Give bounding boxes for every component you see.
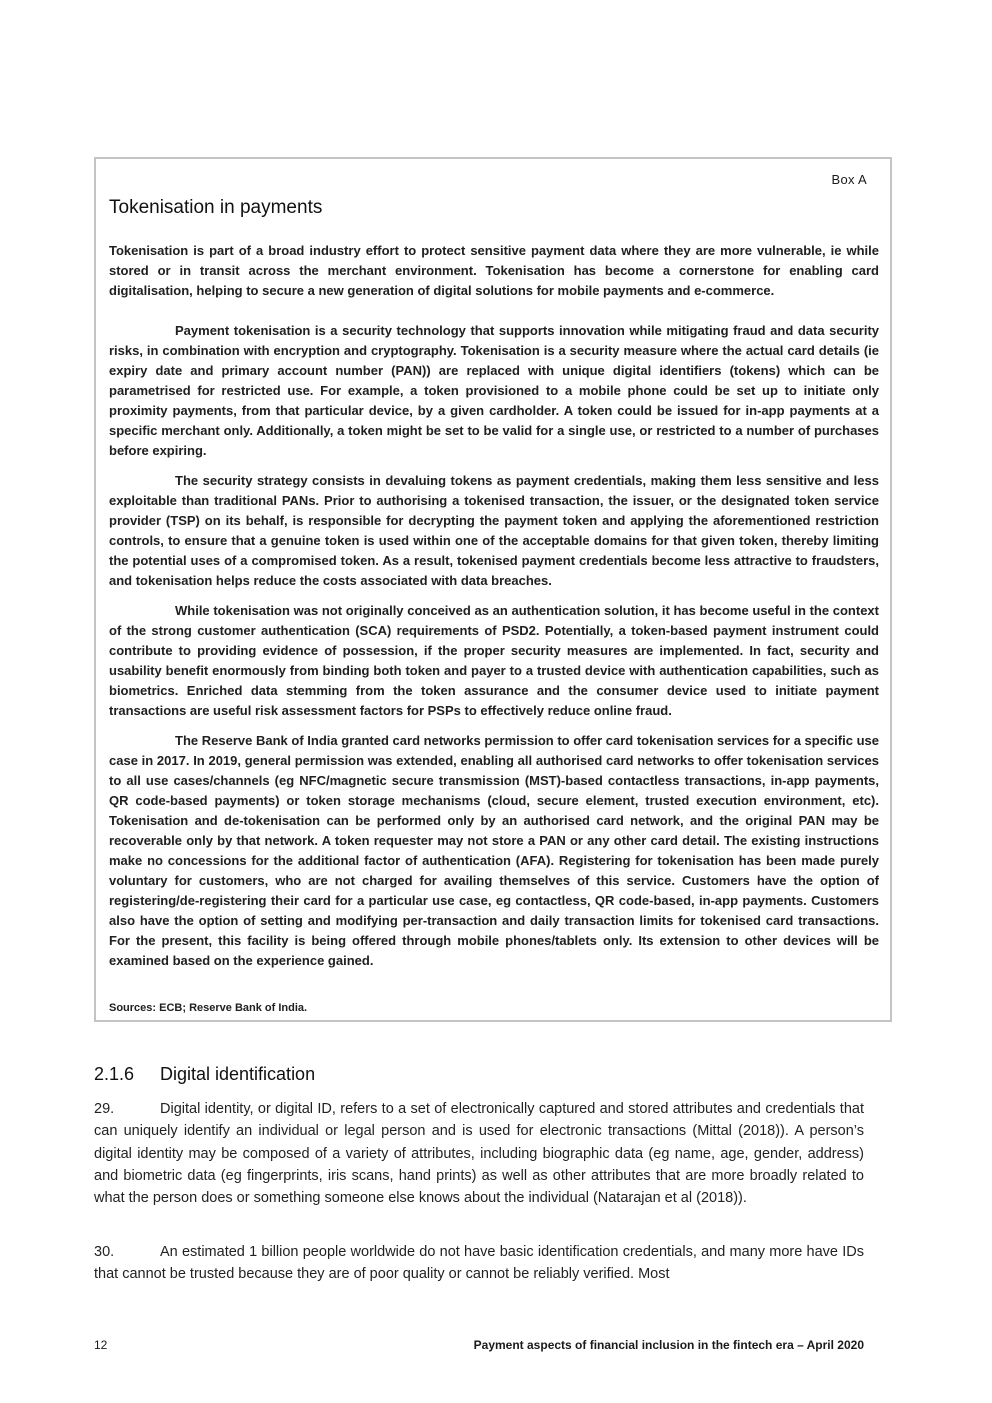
paragraph-text: Digital identity, or digital ID, refers to a set of electronically captured and stored attributes and credentials that can uniquely identify an individual or legal person and is used for electronic transactions (Mittal (2018)). A person’s digital identity may be composed of a variety of attributes, including biographic data (eg name, age, gender, address) and biometric data (eg fingerprints, iris scans, hand prints) as well as other attributes that are more broadly related to what the person does or something someone else knows about the individual (Natarajan et al (2018)). — [94, 1101, 864, 1207]
box-paragraph: The security strategy consists in devaluing tokens as payment credentials, making them less sensitive and less exploitable than traditional PANs. Prior to authorising a tokenised transaction, the issuer, or the designated token service provider (TSP) on its behalf, is responsible for decrypting the payment token and applying the aforementioned restriction controls, to ensure that a genuine token is used within one of the acceptable domains for that given token, thereby limiting the potential uses of a compromised token. As a result, tokenised payment credentials become less attractive to fraudsters, and tokenisation helps reduce the costs associated with data breaches. — [109, 473, 879, 588]
paragraph-text: An estimated 1 billion people worldwide do not have basic identification credentials, and many more have IDs that cannot be trusted because they are of poor quality or cannot be reliably verified. Most — [94, 1244, 864, 1283]
paragraph-number: 29. — [94, 1101, 115, 1117]
box-label: Box A — [831, 172, 867, 187]
box-paragraph: Tokenisation is part of a broad industry effort to protect sensitive payment data where they are more vulnerable, ie while stored or in transit across the merchant environment. Tokenisation has become a cornerstone for enabling card digitalisation, helping to secure a new generation of digital solutions for mobile payments and e-commerce. — [109, 243, 879, 298]
paragraph-30 — [94, 1241, 864, 1286]
paragraph-number: 30. — [94, 1244, 115, 1260]
section-number: 2.1.6 — [94, 1064, 135, 1084]
box-paragraph: While tokenisation was not originally conceived as an authentication solution, it has become useful in the context of the strong customer authentication (SCA) requirements of PSD2. Potentially, a token-based payment instrument could contribute to providing evidence of possession, if the proper security measures are implemented. In fact, security and usability benefit enormously from binding both token and payer to a trusted device with authentication capabilities, such as biometrics. Enriched data stemming from the token assurance and the consumer device used to initiate payment transactions are useful risk assessment factors for PSPs to effectively reduce online fraud. — [109, 603, 879, 718]
footer-title: Payment aspects of financial inclusion in the fintech era – April 2020 — [473, 1338, 864, 1352]
box-title: Tokenisation in payments — [109, 197, 323, 218]
box-body — [109, 241, 879, 971]
section-heading — [94, 1064, 315, 1085]
page-number: 12 — [94, 1338, 108, 1352]
section-title: Digital identification — [160, 1064, 316, 1084]
box-paragraph: The Reserve Bank of India granted card networks permission to offer card tokenisation services for a specific use case in 2017. In 2019, general permission was extended, enabling all authorised card networks to offer tokenisation services to all use cases/channels (eg NFC/magnetic secure transmission (MST)-based contactless transactions, in-app payments, QR code-based payments) or token storage mechanisms (cloud, secure element, trusted execution environment, etc). Tokenisation and de-tokenisation can be performed only by an authorised card network, and the original PAN may be recoverable only by that network. A token requester may not store a PAN or any other card detail. The existing instructions make no concessions for the additional factor of authentication (AFA). Registering for tokenisation has been made purely voluntary for customers, who are not charged for availing themselves of this service. Customers have the option of registering/de-registering their card for a particular use case, eg contactless, QR code-based, in-app payments. Customers also have the option of setting and modifying per-transaction and daily transaction limits for tokenised card transactions. For the present, this facility is being offered through mobile phones/tablets only. Its extension to other devices will be examined based on the experience gained. — [109, 733, 879, 968]
box-a — [94, 157, 892, 1022]
box-paragraph: Payment tokenisation is a security technology that supports innovation while mitigating fraud and data security risks, in combination with encryption and cryptography. Tokenisation is a security measure where the actual card details (ie expiry date and primary account number (PAN)) are replaced with unique digital identifiers (tokens) which can be parametrised for restricted use. For example, a token provisioned to a mobile phone could be set up to initiate only proximity payments, from that particular device, by a given cardholder. A token could be issued for in-app payments at a specific merchant only. Additionally, a token might be set to be valid for a single use, or restricted to a number of purchases before expiring. — [109, 323, 879, 458]
paragraph-29 — [94, 1098, 864, 1209]
box-sources: Sources: ECB; Reserve Bank of India. — [109, 1002, 308, 1014]
